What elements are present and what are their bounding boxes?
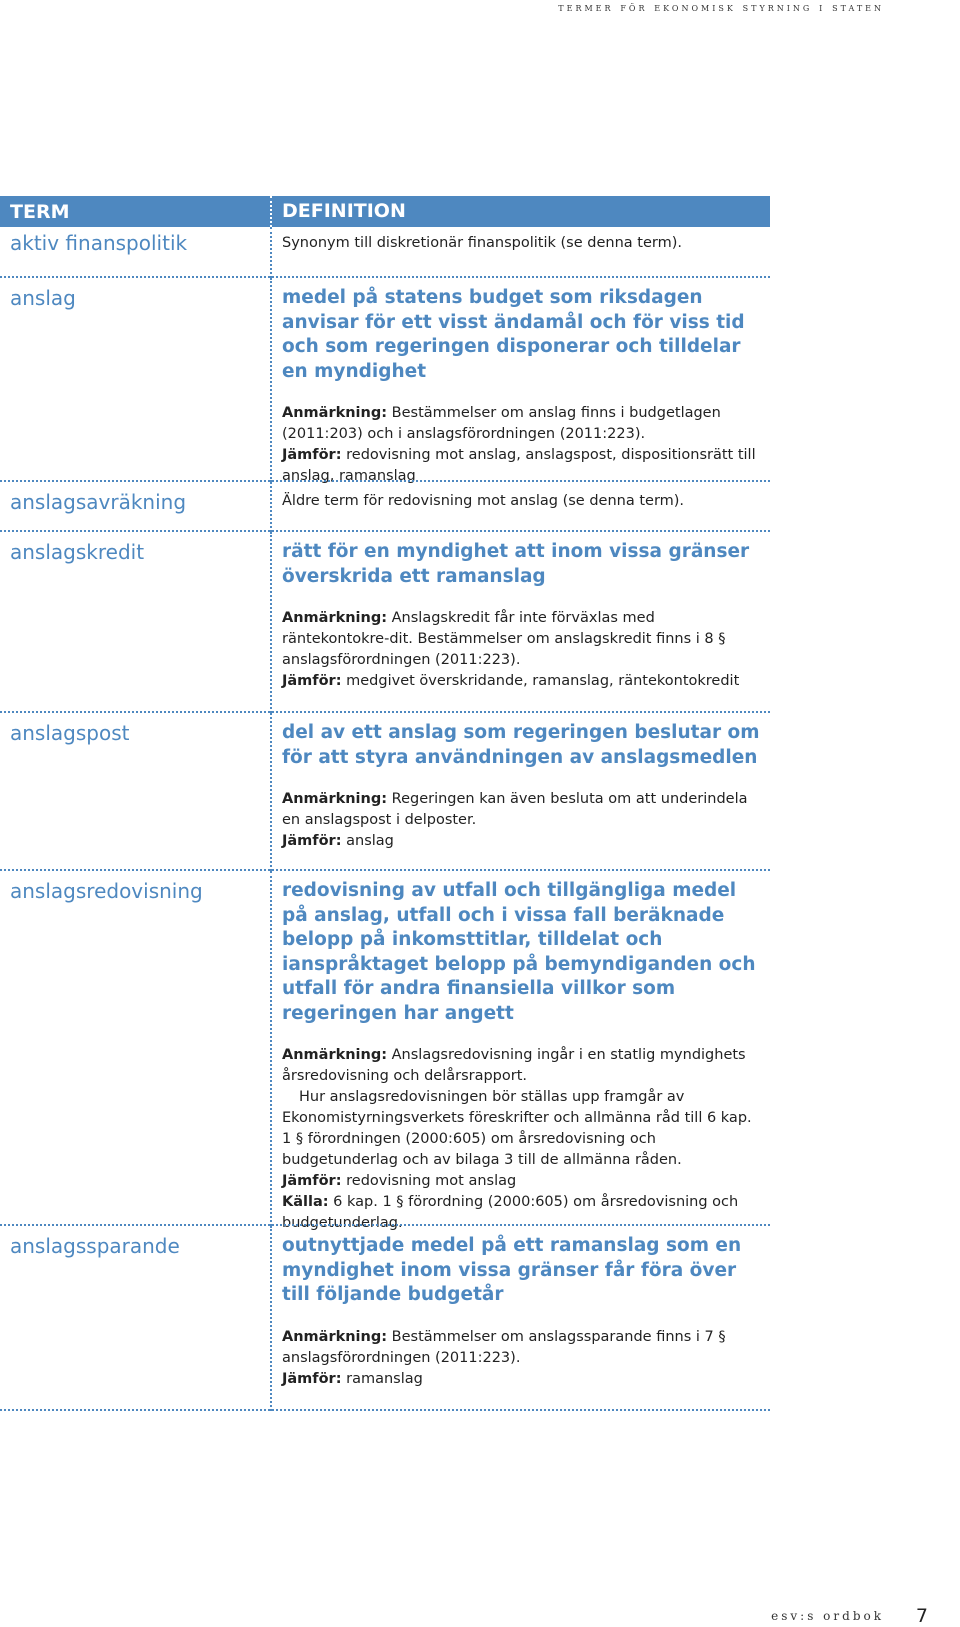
definition-plain: Synonym till diskretionär finanspolitik (se denna term).: [282, 235, 682, 251]
row-separator: [0, 1409, 770, 1411]
compare-text: medgivet överskridande, ramanslag, räntekontokredit: [341, 673, 740, 689]
entry-anslagskredit: [0, 532, 770, 713]
source-text: 6 kap. 1 § förordning (2000:605) om årsredovisning och budgetunderlag.: [282, 1194, 739, 1231]
definition-text: outnyttjade medel på ett ramanslag som en myndighet inom vissa gränser får föra över till följande budgetår: [282, 1235, 742, 1305]
header-term: TERM: [0, 196, 272, 227]
note-text: Anslagskredit får inte förväxlas med räntekontokre-dit. Bestämmelser om anslagskredit finns i 8 § anslagsförordningen (2011:223).: [282, 610, 726, 668]
entry-anslagsredovisning: [0, 871, 770, 1231]
note-text: Anslagsredovisning ingår i en statlig myndighets årsredovisning och delårsrapport.: [282, 1047, 746, 1084]
note-text: Bestämmelser om anslagssparande finns i 7 § anslagsförordningen (2011:223).: [282, 1328, 726, 1366]
entry-anslag: [0, 278, 770, 482]
header-definition: DEFINITION: [282, 200, 406, 222]
definition-cell: [272, 713, 770, 871]
note-text: Regeringen kan även besluta om att underindela en anslagspost i delposter.: [282, 791, 748, 828]
note-continuation: Hur anslagsredovisningen bör ställas upp framgår av Ekonomistyrningsverkets föreskrifter och allmänna råd till 6 kap. 1 § förordningen (2000:605) om årsredovisning och budgetunderlag och av bilaga 3 till de allmänna råden.: [282, 1089, 752, 1168]
definition-text: rätt för en myndighet att inom vissa gränser överskrida ett ramanslag: [282, 541, 750, 587]
compare-label: Jämför:: [282, 447, 342, 463]
notes: [282, 789, 760, 852]
notes: [282, 1327, 760, 1390]
definition-cell: [272, 278, 770, 482]
term-label: anslag: [0, 278, 272, 482]
definition-plain: Äldre term för redovisning mot anslag (se denna term).: [282, 493, 685, 509]
note: [282, 1045, 760, 1087]
compare-text: anslag: [341, 833, 394, 849]
term-label: anslagssparande: [0, 1226, 272, 1411]
term-table: [0, 196, 770, 1411]
compare-label: Jämför:: [282, 673, 342, 689]
entry-anslagssparande: [0, 1226, 770, 1411]
definition-cell: [272, 482, 770, 532]
notes: [282, 403, 760, 487]
entry-aktiv-finanspolitik: [0, 227, 770, 278]
compare-text: redovisning mot anslag: [341, 1173, 517, 1189]
compare-text: ramanslag: [341, 1370, 423, 1387]
compare: [282, 1171, 760, 1192]
note: [282, 1327, 760, 1369]
compare-label: Jämför:: [282, 833, 342, 849]
entry-anslagsavrakning: [0, 482, 770, 532]
compare: [282, 1369, 760, 1390]
definition-text: del av ett anslag som regeringen beslutar om för att styra användningen av anslagsmedlen: [282, 722, 760, 768]
definition-cell: [272, 532, 770, 713]
note: [282, 608, 760, 671]
compare-text: redovisning mot anslag, anslagspost, dispositionsrätt till anslag, ramanslag: [282, 447, 756, 484]
term-label: anslagspost: [0, 713, 272, 871]
term-label: anslagsredovisning: [0, 871, 272, 1226]
definition-text: medel på statens budget som riksdagen anvisar för ett visst ändamål och för viss tid och som regeringen disponerar och tilldelar en myndighet: [282, 287, 745, 382]
page-number: 7: [915, 1605, 928, 1627]
note: [282, 789, 760, 831]
compare-label: Jämför:: [282, 1370, 342, 1387]
note-label: Anmärkning:: [282, 1047, 388, 1063]
note-label: Anmärkning:: [282, 791, 388, 807]
footer-label: esv:s ordbok: [771, 1609, 884, 1623]
note-label: Anmärkning:: [282, 1328, 388, 1345]
definition-cell: [272, 1226, 770, 1411]
note-label: Anmärkning:: [282, 405, 388, 421]
running-head: termer för ekonomisk styrning i staten: [558, 0, 884, 14]
entry-anslagspost: [0, 713, 770, 871]
compare: [282, 671, 760, 692]
definition-text: redovisning av utfall och tillgängliga medel på anslag, utfall och i vissa fall beräknade belopp på inkomsttitlar, tilldelat och ianspråktaget belopp på bemyndiganden och utfall för andra finansiella villkor som regeringen har angett: [282, 880, 756, 1024]
term-label: aktiv finanspolitik: [0, 227, 272, 278]
compare-label: Jämför:: [282, 1173, 342, 1189]
notes: [282, 1045, 760, 1234]
table-header: [0, 196, 770, 227]
note-label: Anmärkning:: [282, 610, 388, 626]
term-label: anslagsavräkning: [0, 482, 272, 532]
definition-cell: [272, 227, 770, 278]
term-label: anslagskredit: [0, 532, 272, 713]
note: [282, 403, 760, 445]
compare: [282, 831, 760, 852]
definition-cell: [272, 871, 770, 1231]
source-label: Källa:: [282, 1194, 329, 1210]
notes: [282, 608, 760, 692]
note-text: Bestämmelser om anslag finns i budgetlagen (2011:203) och i anslagsförordningen (2011:223).: [282, 405, 721, 442]
